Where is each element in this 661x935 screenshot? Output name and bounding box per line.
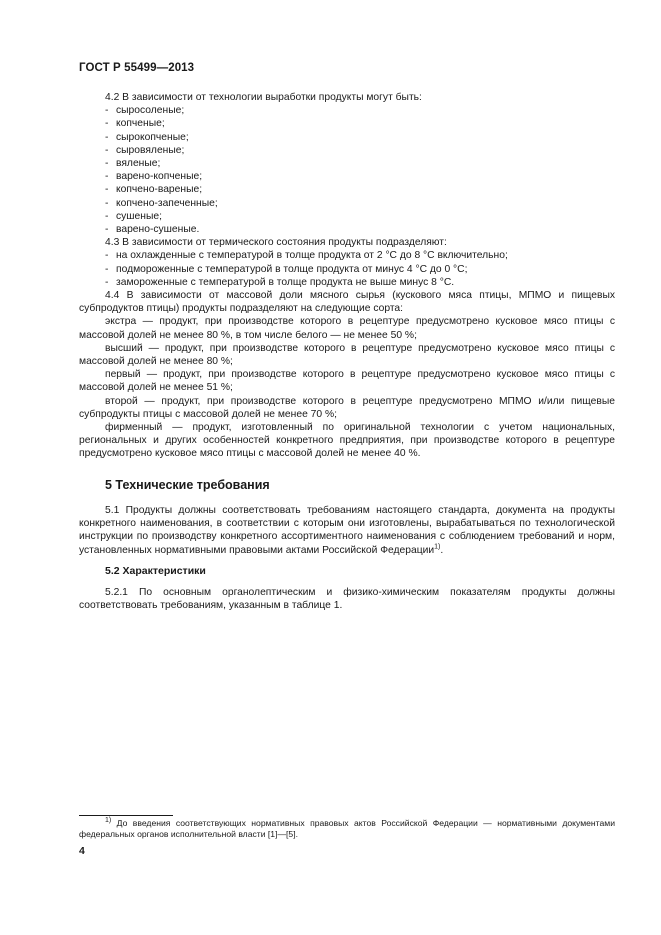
list-item: - копчено-вареные;: [105, 184, 203, 196]
grade-branded: фирменный — продукт, изготовленный по оригинальной технологии с учетом национальных, региональных и других особенностей конкретного предприятия, при производстве которого в рецептуре предусмотрено кусковое мясо птицы с массовой долей не менее 40 %.: [79, 422, 615, 460]
section-5-1-paragraph: 5.1 Продукты должны соответствовать требованиям настоящего стандарта, документа на продукты конкретного наименования, в соответствии с которым они изготовлены, вырабатываться по технологической инструкции по производству конкретного ассортиментного наименования с соблюдением требований и норм, установленных нормативными правовыми актами Российской Федерации$^{1)}$.: [79, 504, 615, 556]
list-item: - варено-сушеные.: [105, 224, 200, 236]
list-item: - замороженные с температурой в толще продукта не выше минус 8 °С.: [105, 276, 455, 288]
page-body: [79, 91, 615, 612]
list-item: - на охлажденные с температурой в толще продукта от 2 °С до 8 °С включительно;: [105, 250, 508, 262]
section-5-title: 5 Технические требования: [105, 477, 270, 492]
grade-highest: высший — продукт, при производстве которого в рецептуре предусмотрено кусковое мясо птицы с массовой долей не менее 80 %;: [79, 342, 615, 368]
section-4-3-intro: 4.3 В зависимости от термического состояния продукты подразделяют:: [105, 237, 447, 249]
list-item: - вяленые;: [105, 158, 161, 170]
list-item: - сыросоленые;: [105, 105, 185, 117]
footnote-ref[interactable]: 1): [434, 543, 441, 551]
section-5-2-1-paragraph: 5.2.1 По основным органолептическим и физико-химическим показателям продукты должны соответствовать требованиям, указанным в таблице 1.: [79, 586, 615, 612]
list-item: - варено-копченые;: [105, 171, 203, 183]
footnote: $^{1)}$ До введения соответствующих нормативных правовых актов Российской Федерации — нормативными документами федеральных органов исполнительной власти [1]—[5].: [79, 817, 615, 839]
grade-first: первый — продукт, при производстве которого в рецептуре предусмотрено кусковое мясо птицы с массовой долей не менее 51 %;: [79, 369, 615, 394]
section-4-4-intro: 4.4 В зависимости от массовой доли мясного сырья (кускового мяса птицы, МПМО и пищевых субпродуктов птицы) продукты подразделяют на следующие сорта:: [79, 290, 615, 315]
list-item: - копченые;: [105, 118, 165, 130]
page-number: 4: [79, 845, 85, 857]
document-header: ГОСТ Р 55499—2013: [79, 62, 195, 74]
list-item: - сыровяленые;: [105, 144, 185, 156]
list-item: - сушеные;: [105, 210, 162, 222]
list-item: - сырокопченые;: [105, 131, 189, 143]
section-4-2-intro: 4.2 В зависимости от технологии выработки продукты могут быть:: [105, 92, 422, 103]
footnote-divider: [79, 815, 173, 816]
list-item: - копчено-запеченные;: [105, 197, 218, 209]
list-item: - подмороженные с температурой в толще продукта от минус 4 °С до 0 °С;: [105, 263, 468, 275]
footnote-mark: 1): [105, 817, 112, 825]
grade-second: второй — продукт, при производстве которого в рецептуре предусмотрено МПМО и/или пищевые субпродукты птицы с массовой долей не менее 70 %;: [79, 395, 615, 420]
grade-extra: экстра — продукт, при производстве которого в рецептуре предусмотрено кусковое мясо птицы с массовой долей не менее 80 %, в том числе белого — не менее 50 %;: [79, 316, 615, 341]
section-5-2-title: 5.2 Характеристики: [105, 564, 206, 577]
